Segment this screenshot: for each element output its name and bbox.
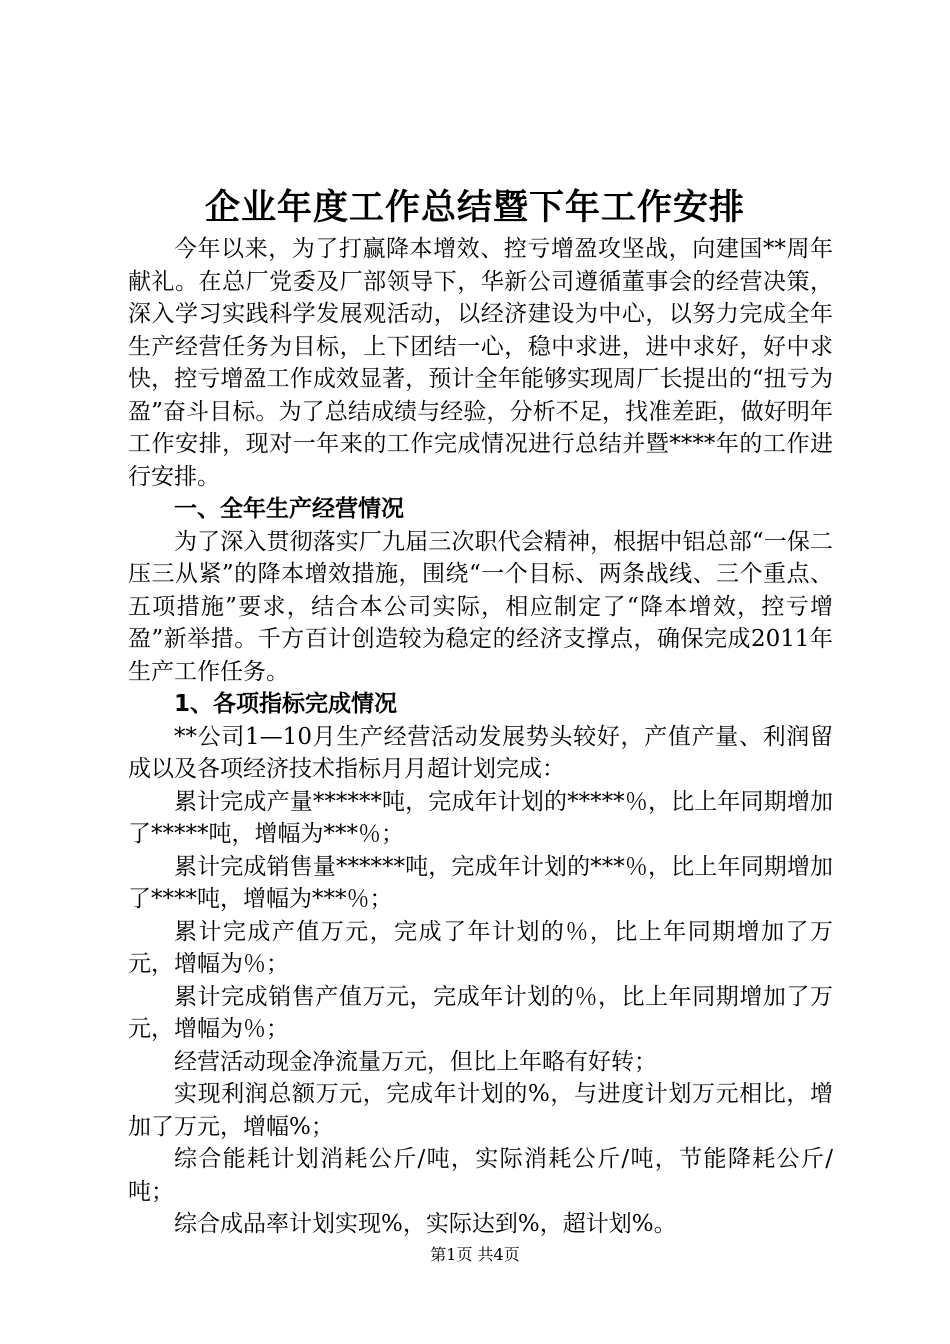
indicator-sales-volume: 累计完成销售量******吨，完成年计划的***％，比上年同期增加了****吨，增幅为***％； [128,853,833,912]
indicator-output: 累计完成产量******吨，完成年计划的*****％，比上年同期增加了*****吨，增幅为***％； [128,788,833,847]
page-footer: 第1页 共4页 [430,1245,520,1264]
document-title: 企业年度工作总结暨下年工作安排 [204,187,745,228]
indicator-output-value: 累计完成产值万元，完成了年计划的％，比上年同期增加了万元，增幅为％； [128,918,833,977]
document-body [128,233,833,1241]
indicator-yield-rate: 综合成品率计划实现%，实际达到%，超计划%。 [174,1211,677,1237]
indicator-profit: 实现利润总额万元，完成年计划的%，与进度计划万元相比，增加了万元，增幅%； [128,1081,833,1140]
section-heading-production: 一、全年生产经营情况 [174,496,404,522]
indicator-energy: 综合能耗计划消耗公斤/吨，实际消耗公斤/吨，节能降耗公斤/吨； [128,1146,833,1205]
subsection-heading-indicators: 1、各项指标完成情况 [174,691,398,717]
indicator-sales-value: 累计完成销售产值万元，完成年计划的％，比上年同期增加了万元，增幅为％； [128,983,833,1042]
indicators-intro-paragraph: **公司1—10月生产经营活动发展势头较好，产值产量、利润留成以及各项经济技术指标月月超计划完成： [128,723,833,782]
section-paragraph-production: 为了深入贯彻落实厂九届三次职代会精神，根据中铝总部“一保二压三从紧”的降本增效措施，围绕“一个目标、两条战线、三个重点、五项措施”要求，结合本公司实际，相应制定了“降本增效，控亏增盈”新举措。千方百计创造较为稳定的经济支撑点，确保完成2011年生产工作任务。 [128,528,833,685]
indicator-cash-flow: 经营活动现金净流量万元，但比上年略有好转； [174,1048,657,1075]
intro-paragraph: 今年以来，为了打赢降本增效、控亏增盈攻坚战，向建国**周年献礼。在总厂党委及厂部领导下，华新公司遵循董事会的经营决策，深入学习实践科学发展观活动，以经济建设为中心，以努力完成全年生产经营任务为目标，上下团结一心，稳中求进，进中求好，好中求快，控亏增盈工作成效显著，预计全年能够实现周厂长提出的“扭亏为盈”奋斗目标。为了总结成绩与经验，分析不足，找准差距，做好明年工作安排，现对一年来的工作完成情况进行总结并暨****年的工作进行安排。 [128,236,833,490]
